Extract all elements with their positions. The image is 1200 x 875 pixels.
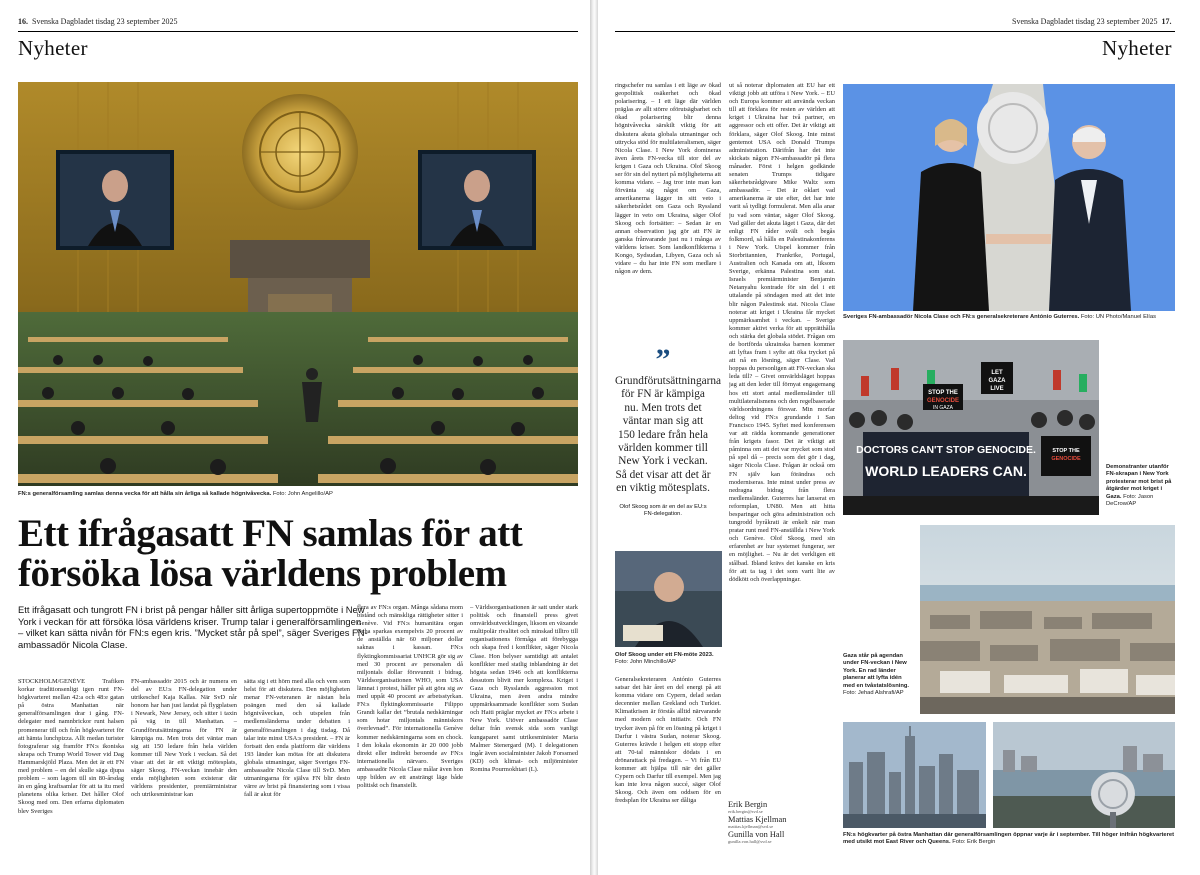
svg-text:GENOCIDE: GENOCIDE: [1051, 456, 1081, 462]
svg-text:WORLD LEADERS CAN.: WORLD LEADERS CAN.: [865, 463, 1027, 479]
section-label-right: Nyheter: [1102, 36, 1172, 60]
byline: Erik Bergin erik.bergin@svd.se Mattias Kjellman mattias.kjellman@svd.se Gunilla von Hall gunilla.von.hall@svd.se: [728, 800, 787, 844]
right-body-column-2: ut så noterar diplomaten att EU har ett viktigt jobb att utföra i New York. – EU och Europa kommer att använda veckan till att förklara för resten av världen att kriget i Ukraina har två partner, en aggressor och ett offer. Det är viktigt att förklara, säger Olof Skoog. Inte minst gentemot USA och Donald Trumps administration. Därifrån har det inte skickats någon FN-ambassadör på flera månader. Först i helgen godkände senaten Trumps tidigare säkerhetsrådgivare Mike Waltz som ambassadör. – Det är oklart vad amerikanerna är ute efter, det har inte varit så tydligt formulerat. Men alla anar ju vad som väntar, säger Olof Skoog. Vad gäller det akuta läget i Gaza, där det enligt FN råder svält och begås folkmord, så hålls en Palestinakonferens i New York. Utspel kommer från Storbritannien, Frankrike, Portugal, Australien och Kanada om att, liksom Sverige, erkänna Palestina som stat. Israels premiärminister Benjamin Netanyahu kontrade för sin del i ett uttalande på söndagen med att det inte blir någon Palestinsk stat. Nicola Clase noterar att kriget i Ukraina får mycket uppmärksamhet i veckan. – Sverige kommer aktivt verka för att upprätthålla och stärka det globala stödet. Frågan om de bortförda ukrainska barnen kommer att lyftas fram i syfte att öka trycket på att nå en lösning, säger Clase. Vad hoppas du personligen att FN-veckan ska leda till? – Givet omvärldsläget hoppas jag att den leder till förnyat engagemang hos ett stort antal medlemsländer till multilateralismens och den regelbaserade världsordningens försvar. Min morfar deltog vid FN:s grundande i San Francisco 1945. Syftet med konferensen var att rädda kommande generationer från krigets fasor. Det är viktigt att påminna om att det var mycket som stod på spel då – precis som det gör i dag, säger Nicola Clase. Frågan är också om FN själv kan förändras och moderniseras. Inte minst under press av nedragna bidrag från flera medlemsländer. Guterres har lanserat en reformplan, UN80. Men att hitta besparingar och göra administration och tungrodd byråkrati är enkelt när man pratar runt med FN-anställda i New York och Genève. Olof Skoog, med sin erfarenhet av hur systemet fungerar, ser en möjlighet. – Nu är det verkligen ett stålbad. Ibland krävs det kanske en kris för att ta tag i det som varit lite av dödkött och överlappningar.: [729, 82, 835, 583]
east-river-view-photo: [993, 722, 1175, 828]
gaza-caption: Gaza står på agendan under FN-veckan i New York. En rad länder planerar att lyfta idén med en tvåstatslösning. Foto: Jehad Alshrafi/AP: [843, 653, 910, 697]
un-headquarters-photo: [843, 722, 986, 828]
page-gutter: [590, 0, 598, 875]
new-york-caption: FN:s högkvarter på östra Manhattan där generalförsamlingen öppnar varje år i september. Till höger inifrån högkvarteret med utsikt mot East River och Queens. Foto: Erik Bergin: [843, 832, 1175, 846]
body-column-1: STOCKHOLM/GENÈVE Trafiken korkar traditionsenligt igen runt FN-högkvarteret mellan 42:a och 48:e gatan på östra Manhattan när generalförsamlingen drar i gång. FN-delegater med namnbrickor runt halsen promenerar till och från högkvarteret för att hämta lunchpizza. Allt medan turister fotograferar sig framför FN:s ikoniska skrapa och Trump World Tower vid Dag Hammarskjöld Plaza. Men det är ett FN med problem – en del skulle säga djupa problem – som lagom till sin 80-årsdag än en gång kraftsamlar för att ta itu med planetens olika kriser. Det håller Olof Skoog med om. Den erfarna diplomaten blev Sveriges: [18, 678, 124, 815]
quote-source: Olof Skoog som är en del av EU:s FN-delegation.: [619, 503, 707, 518]
olof-skoog-photo: [615, 551, 722, 647]
right-body-column-1: ringschefer nu samlas i ett läge av ökad geopolitisk osäkerhet och ökad polarisering. – I ett läge där världen präglas av allt större oförutsägbarhet och ökad polarisering blir denna högnivåvecka särskilt viktig för att diskutera akuta globala utmaningar och uttrycka stöd för multilateralismen, säger Nicola Clase. I New York domineras även årets FN-vecka till stor del av krigen i Gaza och Ukraina. Olof Skoog ser för sin del nyttert på möjligheterna att komma vidare. – Jag tror inte man kan förvänta sig något om Gaza, amerikanerna lägger in sitt veto i säkerhetsrådet om Gaza och Ryssland lägger in veto om Ukraina, säger Olof Skoog och fortsätter: – Sedan är en annan observation jag gör att FN är ganska frånvarande just nu i många av världens kriser. Som landkonflikterna i Kongo, Sydsudan, Libyen, Gaza och så vidare – du har inte FN som medlare i någon av dem.: [615, 82, 721, 276]
body-column-2: FN-ambassadör 2015 och är numera en del av EU:s FN-delegation under utrikeschef Kaja Kallas. När SvD når honom har han just landat på flygplatsen i Newark, New Jersey, och sitter i taxin på väg in till Manhattan. – Grundförutsättningarna för FN är kämpiga nu. Men trots det väntar man sig att 150 ledare från hela världen kommer till New York i veckan. Så det visar att det är ett viktigt mötesplats, säger Skoog. FN-veckan innebär den enda möjligheten som existerar där världens presidenter, premiärministrar och utrikesministrar kan: [131, 678, 237, 799]
protest-caption: Demonstranter utanför FN-skrapan i New York protesterar mot brist på åtgärder mot kriget i Gaza. Foto: Jason DeCrow/AP: [1106, 464, 1172, 508]
skoog-caption: Olof Skoog under ett FN-möte 2023. Foto: John Minchillo/AP: [615, 652, 714, 666]
section-label: Nyheter: [18, 36, 88, 60]
protest-photo: [843, 340, 1099, 515]
svg-text:DOCTORS CAN'T STOP GENOCIDE.: DOCTORS CAN'T STOP GENOCIDE.: [856, 444, 1036, 456]
right-body-column-1b: Generalsekreteraren António Guterres satsar det här året en del energi på att komma vidare om Cypern, delad sedan decennier mellan Grekland och Turkiet. Klimatkrisen är förstås alltid närvarande med modern och initiativ. Och FN trycker även på för en lösning på kriget i Darfur i västra Sudan, noterar Skoog. Guterres krävde i helgen ett stopp efter att 70-tal människor dödats i en drönarattack på fredagen. – Vi från EU kommer att hjälpa till när det gäller Cypern och Darfur till exempel. Men jag kan inte lova någon succé, säger Olof Skoog. Och även om oddsen för en fredsplan för Ukraina ser dåliga: [615, 676, 721, 805]
quote-icon: ”: [655, 343, 671, 376]
main-photo-caption: FN:s generalförsamling samlas denna vecka för att hålla sin årliga så kallade högnivåvecka. Foto: John Angelillo/AP: [18, 491, 333, 497]
svg-text:STOP THE: STOP THE: [1052, 448, 1080, 454]
svg-text:GENOCIDE: GENOCIDE: [926, 398, 960, 404]
folio-right: Svenska Dagbladet tisdag 23 september 2025 17.: [1012, 17, 1172, 26]
general-assembly-photo: [18, 82, 578, 486]
body-column-3: sätta sig i ett hörn med alla och vem som helst för att diskutera. Den möjligheten menar FN-veteranen är nästan hela poängen med den så kallade högnivåveckan, och utspelen från medlemsländerna under debatten i generalförsamlingen i dag tisdag. Då talar inte minst USA:s president. – FN är fortsatt den enda plattform där världens 193 länder kan mötas för att diskutera globala utmaningar, säger Sveriges FN-ambassadör Nicola Clase till SvD. Men utmaningarna för själva FN blir desto värre av brist på finansiering som i vissa fall är akut för: [244, 678, 350, 799]
guterres-caption: Sveriges FN-ambassadör Nicola Clase och FN:s generalsekreterare António Guterres. Foto: UN Photo/Manuel Elías: [843, 314, 1156, 320]
body-column-4: flera av FN:s organ. Många sådana mom bistånd och mänskliga rättigheter sitter i Genève. Vid FN:s humanitära organ Ocha sparkas exempelvis 20 procent av de anställda när 60 miljoner dollar saknas i kassan. FN:s flyktingkommissariat UNHCR gör sig av med 30 procent av personalen då miljontals dollar försvunnit i bidrag. Världsorganisationen WHO, som USA lämnat i protest, håller på att göra sig av med uppåt 40 procent av arbetsstyrkan. FN:s flyktingkommissarie Filippo Grandi kallar det ”brutala nedskärningar som hotar miljontals människors överlevnad”. För internationella Genève kommer nedskärningarna som en chock. I den lokala ekonomin är 20 000 jobb direkt eller indirekt beroende av FN:s internationella närvaro. Sveriges ambassadör Nicola Clase målar även hon upp bilden av ett ansträngt läge både politiskt och finansiellt.: [357, 604, 463, 790]
svg-text:LIVE: LIVE: [990, 386, 1004, 392]
svg-text:IN GAZA: IN GAZA: [932, 405, 954, 411]
left-page: [0, 0, 590, 875]
headline: Ett ifrågasatt FN samlas för att försöka lösa världens problem: [18, 512, 523, 595]
folio-left: 16. Svenska Dagbladet tisdag 23 september 2025: [18, 17, 178, 26]
svg-text:STOP THE: STOP THE: [928, 390, 958, 396]
gaza-photo: [920, 525, 1175, 714]
svg-text:GAZA: GAZA: [988, 378, 1006, 384]
lead-text: Ett ifrågasatt och tungrott FN i brist på pengar håller sitt årliga supertoppmöte i New York i veckan för att försöka lösa världens kriser. Trump talar i generalförsamlingen – vilket kan sätta nivån för FN:s egen kris. ”Mycket står på spel”, säger Sveriges FN-ambassadör Nicola Clase.: [18, 604, 368, 650]
body-column-5: – Världsorganisationen är satt under stark politisk och finansiell press givet omvärldsutvecklingen, liksom en växande multipolär rivalitet och minskad tilltro till organisationens förmåga att förebygga och skapa fred i konflikter, säger Nicola Clase. Hon belyser samtidigt att antalet konflikter med statlig inblandning är det högsta sedan 1946 och att konflikterna dessutom blivit mer komplexa. Kriget i Gaza och Rysslands aggression mot Ukraina, men även andra mindre uppmärksammade konflikter som Sudan och Haiti präglar mycket av FN:s arbete i New York. Utöver ambassadör Clase deltar från svensk sida som vanligt kungaparet samt utrikesminister Maria Malmer Stenergard (M). I delegationen ingår även socialminister Jakob Forssmed (KD) och klimat- och miljöminister Romina Pourmokhtari (L).: [470, 604, 578, 773]
quote-text: Grundförutsättningarna för FN är kämpiga nu. Men trots det väntar man sig att 150 ledare från hela världen kommer till New York i veckan. Så det visar att det är en viktig mötesplats.: [615, 375, 722, 495]
svg-text:LET: LET: [991, 370, 1003, 376]
pull-quote: [615, 343, 722, 519]
guterres-clase-photo: [843, 84, 1175, 311]
